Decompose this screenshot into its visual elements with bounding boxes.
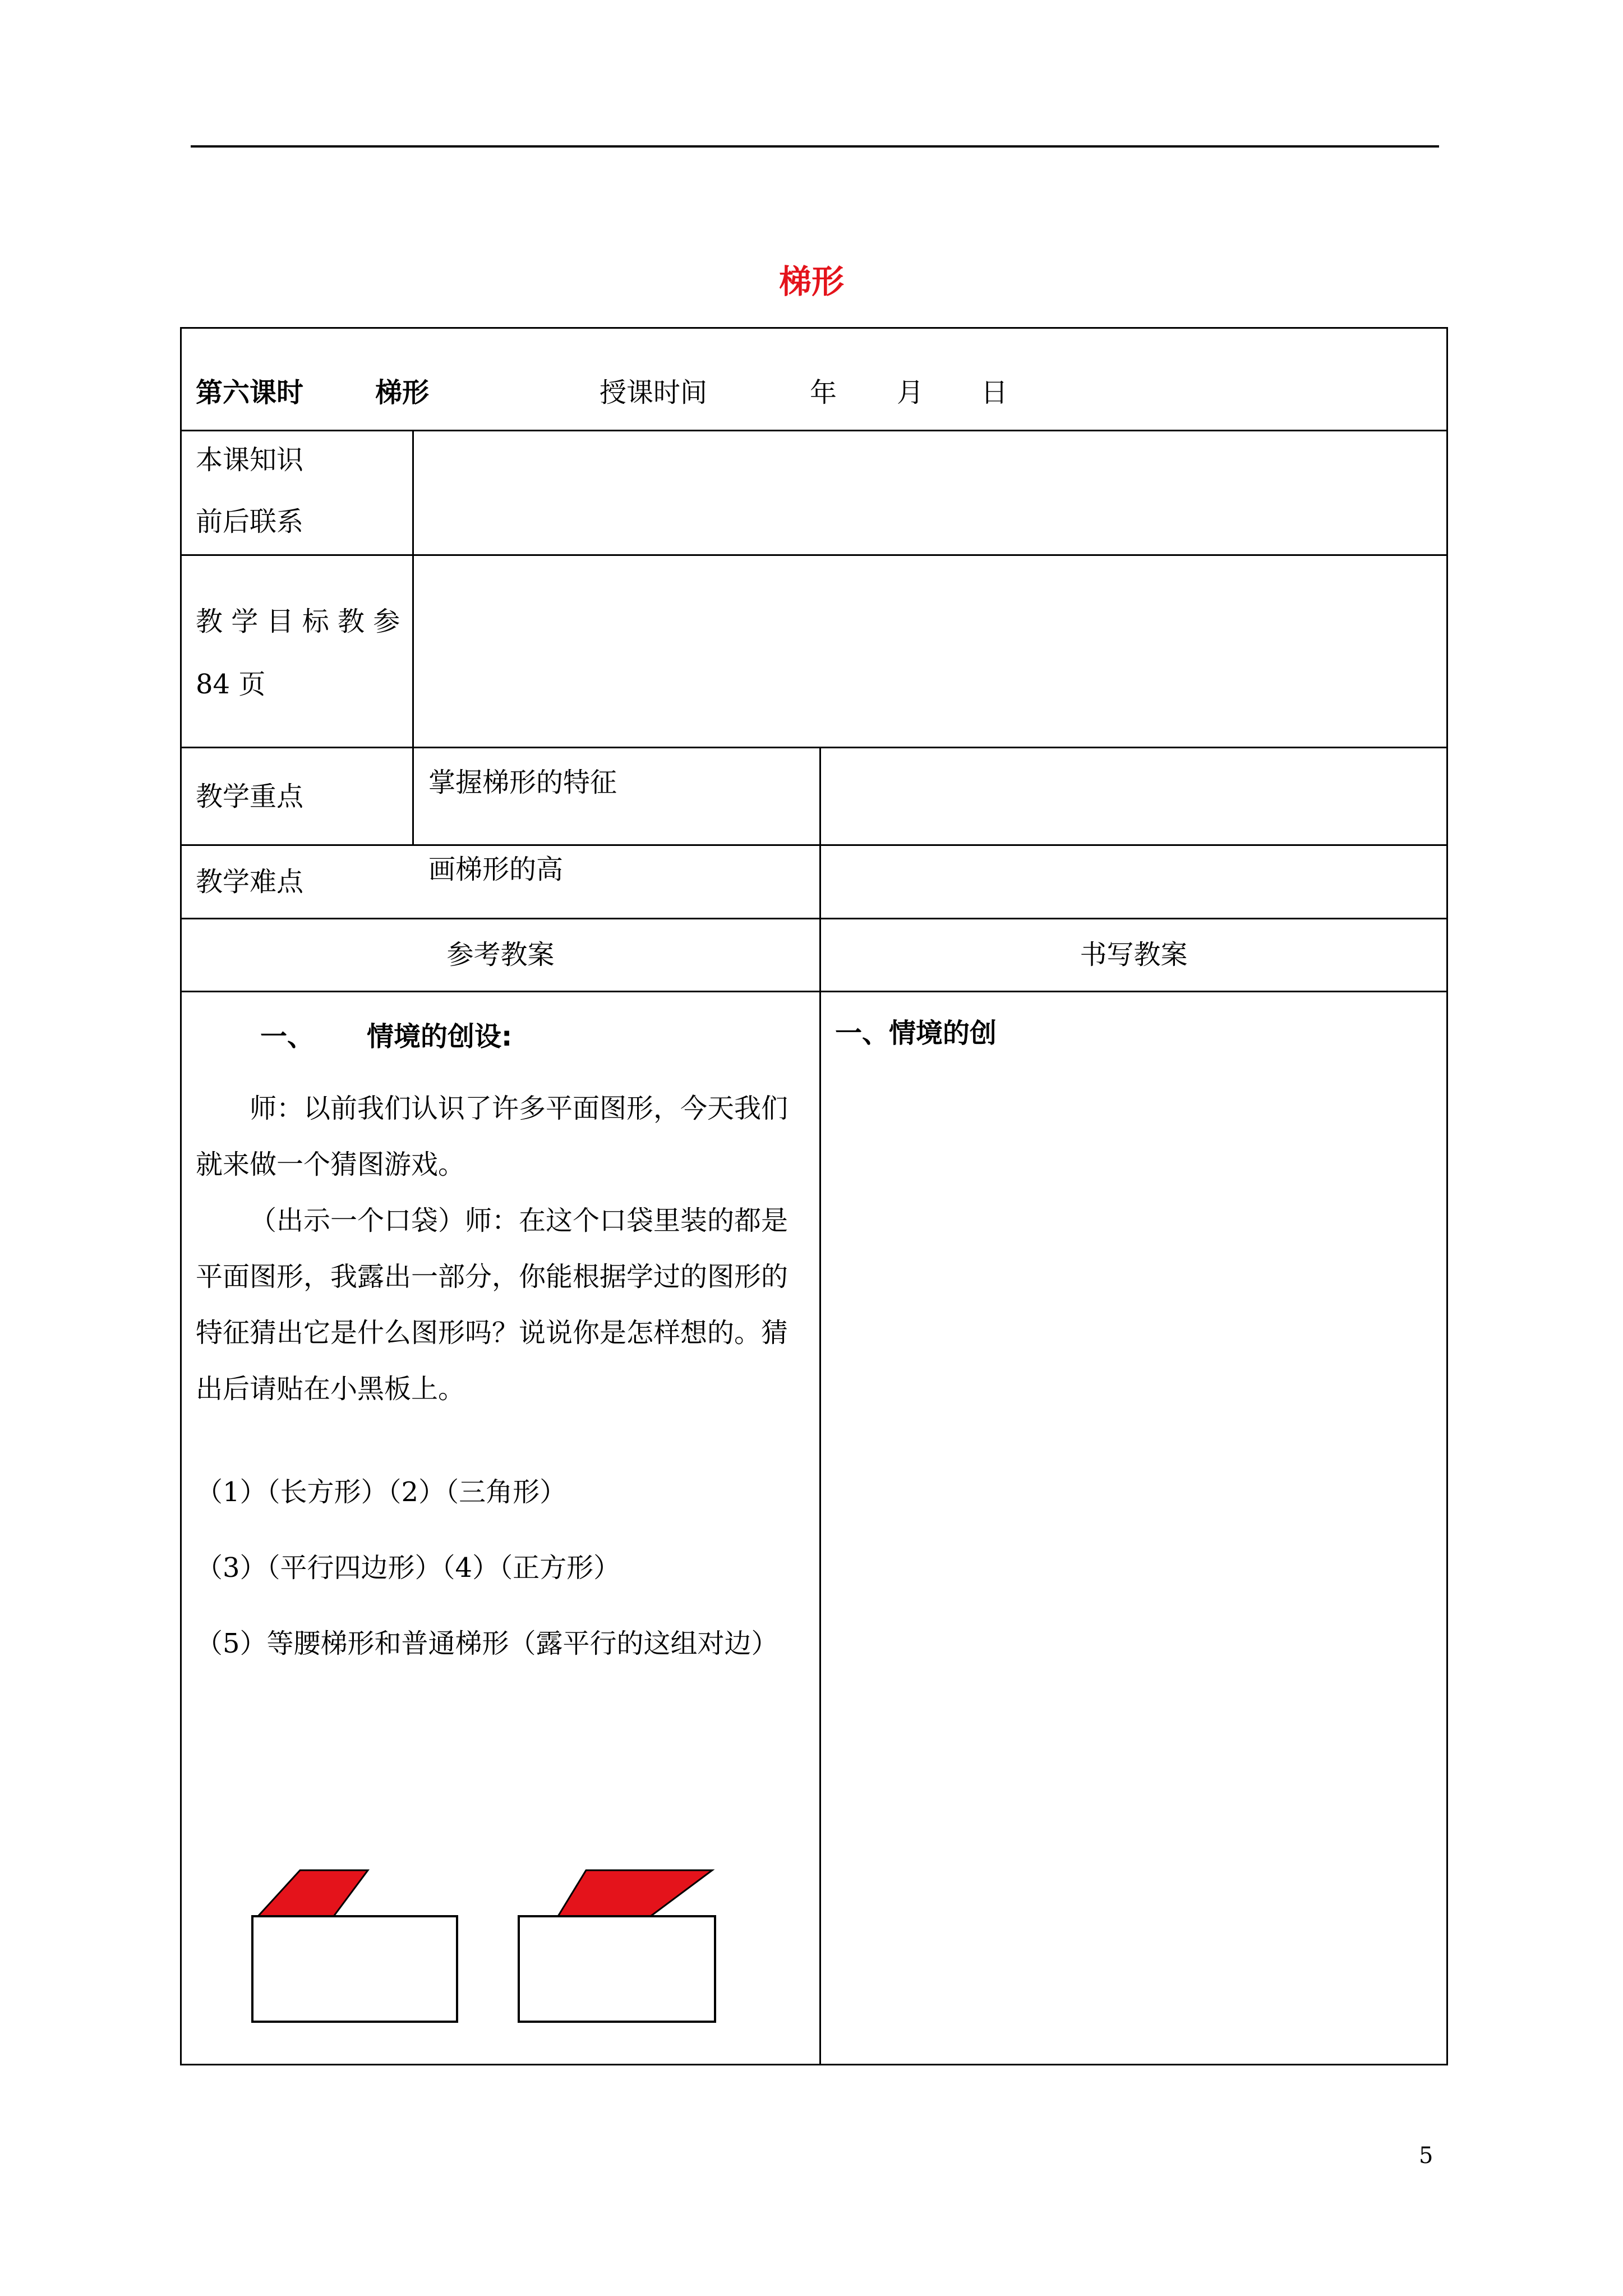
day-label: 日 [981, 377, 1008, 408]
key-point-value: 掌握梯形的特征 [428, 767, 617, 798]
row-divider [182, 991, 1446, 992]
reference-plan-header: 参考教案 [446, 939, 555, 970]
lesson-table [180, 327, 1448, 2065]
header-rule [191, 145, 1439, 148]
col-divider [412, 430, 414, 844]
bag-figure [241, 1862, 746, 2042]
difficulty-value: 画梯形的高 [428, 854, 564, 885]
bag-1 [252, 1870, 457, 2022]
lesson-number: 第六课时 [196, 377, 304, 408]
lesson-topic: 梯形 [375, 377, 430, 408]
written-plan-header: 书写教案 [1080, 939, 1188, 970]
knowledge-label-1: 本课知识 [196, 444, 304, 476]
list-item-2: （3）（平行四边形）（4）（正方形） [196, 1552, 621, 1584]
difficulty-label: 教学难点 [196, 866, 304, 898]
bag-2 [519, 1870, 715, 2022]
year-label: 年 [810, 377, 837, 408]
time-label: 授课时间 [600, 377, 708, 408]
red-trapezoid-shape [558, 1870, 712, 1916]
section-number: 一、 [260, 1021, 315, 1052]
written-plan-heading: 一、情境的创 [835, 1018, 997, 1049]
page-title: 梯形 [778, 263, 844, 301]
objectives-label-1: 教 学 目 标 教 参 [196, 606, 400, 637]
list-item-1: （1）（长方形）（2）（三角形） [196, 1476, 567, 1508]
objectives-label-2: 84 页 [196, 669, 266, 700]
knowledge-label-2: 前后联系 [196, 506, 304, 537]
key-point-label: 教学重点 [196, 781, 304, 812]
row-divider [182, 844, 1446, 846]
month-label: 月 [897, 377, 924, 408]
row-divider [182, 430, 1446, 431]
list-item-3: （5）等腰梯形和普通梯形（露平行的这组对边） [196, 1628, 778, 1659]
paragraph-2: （出示一个口袋）师：在这个口袋里装的都是平面图形，我露出一部分，你能根据学过的图形的特征猜出它是什么图形吗？说说你是怎样想的。猜出后请贴在小黑板上。 [196, 1205, 789, 1405]
red-trapezoid-shape [258, 1870, 368, 1916]
section-title: 情境的创设: [367, 1021, 513, 1052]
row-divider [182, 747, 1446, 748]
row-divider [182, 554, 1446, 556]
page-number: 5 [1419, 2143, 1433, 2169]
bag-rect [519, 1916, 715, 2022]
paragraph-1: 师：以前我们认识了许多平面图形，今天我们就来做一个猜图游戏。 [196, 1093, 789, 1180]
row-divider [182, 918, 1446, 919]
bag-rect [252, 1916, 457, 2022]
